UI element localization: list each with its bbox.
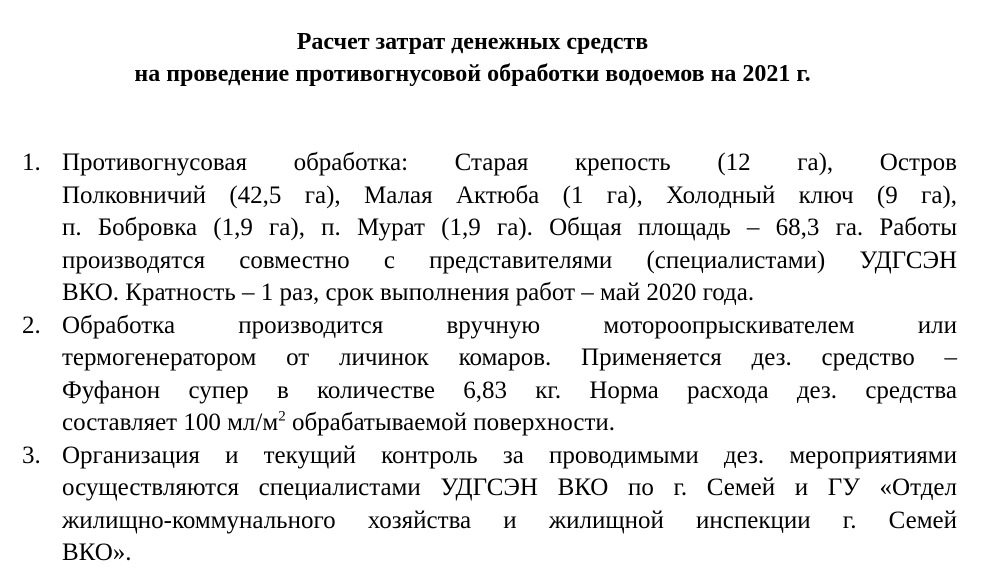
list-item-1 [22,147,957,310]
document-title [0,26,945,90]
text-fragment: обрабатываемой поверхности. [285,409,616,436]
text-fragment: составляет 100 мл/м [62,409,279,436]
list-item-2 [22,310,957,440]
text-line-with-superscript [62,407,957,440]
text-line: жилищно-коммунального хозяйства и жилищной инспекции г. Семей [62,506,957,534]
title-line-2: на проведение противогнусовой обработки водоемов на 2021 г. [134,61,811,87]
text-line: осуществляются специалистами УДГСЭН ВКО по г. Семей и ГУ «Отдел [62,474,957,501]
text-line: Обработка производится вручную моторoопрыскивателем или [62,311,957,339]
superscript: 2 [278,408,286,425]
list-number: 1. [22,149,41,176]
text-line: производятся совместно с представителями (специалистами) УДГСЭН [62,246,957,274]
text-line: Организация и текущий контроль за проводимыми дез. мероприятиями [62,441,957,469]
list-number: 3. [22,441,41,469]
list-number: 2. [22,311,41,339]
text-line: ВКО. Кратность – 1 раз, срок выполнения работ – май 2020 года. [62,279,755,306]
numbered-list [22,147,957,570]
text-line: Фуфанон супер в количестве 6,83 кг. Норма расхода дез. средства [62,376,957,404]
text-line: ВКО». [62,539,132,566]
list-item-3 [22,440,957,570]
text-line: Противогнусовая обработка: Старая крепость (12 га), Остров [62,149,957,176]
text-line: Полковничий (42,5 га), Малая Актюба (1 га), Холодный ключ (9 га), [62,181,957,209]
text-line: п. Бобровка (1,9 га), п. Мурат (1,9 га). Общая площадь – 68,3 га. Работы [62,214,957,241]
text-line: термогенератором от личинок комаров. Применяется дез. средство – [62,344,957,371]
title-line-1: Расчет затрат денежных средств [296,29,649,55]
